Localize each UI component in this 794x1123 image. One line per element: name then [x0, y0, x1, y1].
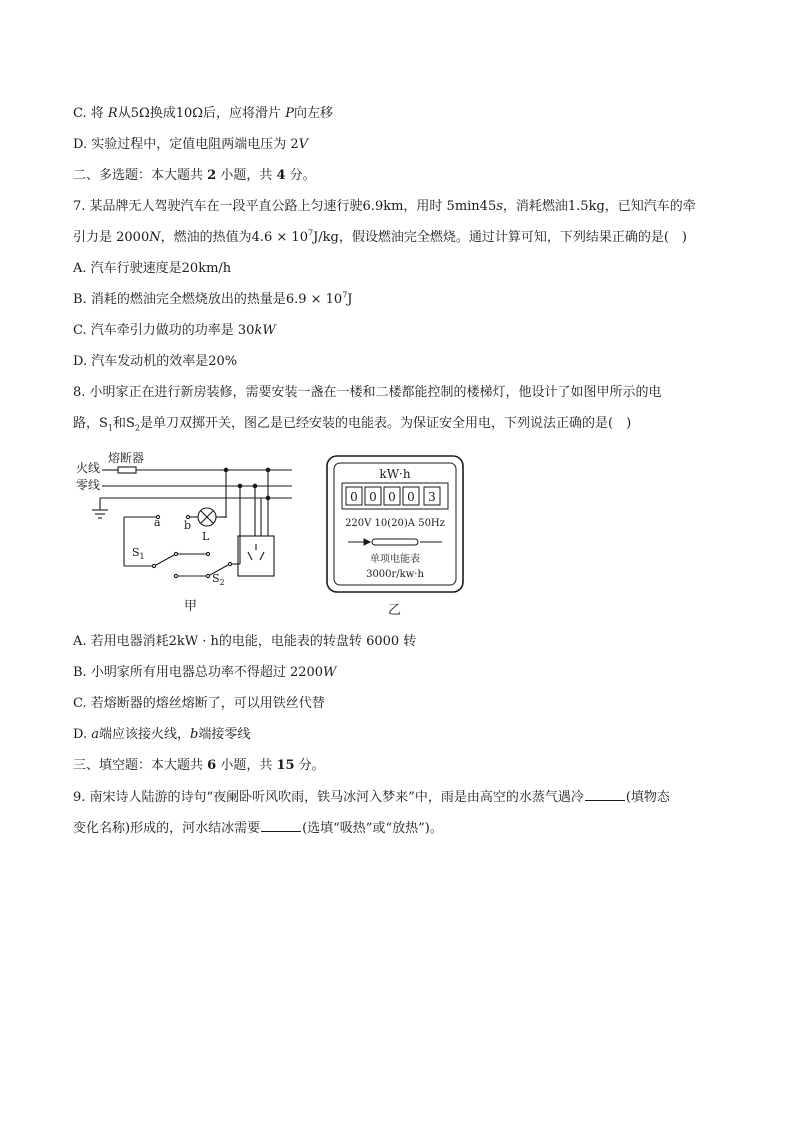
- neutral-wire-label: 零线: [76, 478, 101, 492]
- meter-digit-4: 0: [407, 490, 415, 504]
- meter-disc-icon: [372, 539, 418, 545]
- answer-blank-2[interactable]: [261, 819, 301, 832]
- section-2-heading: 二、多选题：本大题共 2 小题，共 4 分。: [73, 168, 316, 183]
- energy-meter-yi: [324, 454, 469, 619]
- option-c-previous: C. 将 R从5Ω换成10Ω后，应将滑片 P向左移: [73, 106, 333, 121]
- question-7-line-2: 引力是 2000N，燃油的热值为$4.6 \times 10^7J/kg$，假设燃油完全燃烧。通过计算可知，下列结果正确的是( ): [73, 228, 687, 245]
- question-7-option-d: D. 汽车发动机的效率是20%: [73, 354, 238, 369]
- meter-digit-2: 0: [369, 490, 377, 504]
- question-8-option-b: B. 小明家所有用电器总功率不得超过 2200W: [73, 665, 337, 680]
- answer-blank-1[interactable]: [585, 788, 625, 801]
- question-7-option-c: C. 汽车牵引力做功的功率是 30kW: [73, 323, 276, 338]
- live-wire-label: 火线: [76, 461, 101, 475]
- switch-s2-label: $S_2$: [212, 572, 225, 587]
- switch-s1-label: $S_1$: [132, 546, 145, 561]
- fuse-icon: [118, 467, 136, 473]
- question-9-line-1: 9. 南宋诗人陆游的诗句“夜阑卧听风吹雨，铁马冰河入梦来”中，雨是由高空的水蒸气遇冷 (填物态: [73, 790, 670, 805]
- question-8-option-d: D. a端应该接火线，b端接零线: [73, 727, 251, 742]
- circuit-diagram-jia: [70, 448, 310, 618]
- question-8-line-2: 路，$S_1$和$S_2$是单刀双掷开关，图乙是已经安装的电能表。为保证安全用电，下列说法正确的是( ): [73, 416, 632, 433]
- meter-unit: kW·h: [379, 467, 411, 481]
- meter-rate: 3000r/kw·h: [366, 569, 424, 580]
- question-7-line-1: 7. 某品牌无人驾驶汽车在一段平直公路上匀速行驶6.9km，用时 5min45s，消耗燃油1.5kg，已知汽车的牵: [73, 199, 696, 214]
- question-8-option-a: A. 若用电器消耗2kW · h的电能，电能表的转盘转 6000 转: [73, 634, 417, 649]
- question-7-option-a: A. 汽车行驶速度是20km/h: [73, 261, 232, 276]
- meter-spec: 220V 10(20)A 50Hz: [345, 518, 445, 529]
- lamp-label: L: [202, 530, 210, 543]
- question-8-option-c: C. 若熔断器的熔丝熔断了，可以用铁丝代替: [73, 696, 325, 711]
- fuse-label: 熔断器: [108, 451, 145, 465]
- question-8-line-1: 8. 小明家正在进行新房装修，需要安装一盏在一楼和二楼都能控制的楼梯灯，他设计了如图甲所示的电: [73, 385, 662, 400]
- question-7-option-b: B. 消耗的燃油完全燃烧放出的热量是$6.9 \times 10^7J$: [73, 290, 353, 307]
- section-3-heading: 三、填空题：本大题共 6 小题，共 15 分。: [73, 758, 325, 773]
- figure-yi-caption: 乙: [388, 603, 402, 618]
- terminal-a-label: a: [154, 516, 161, 529]
- meter-digit-5: 3: [428, 490, 436, 504]
- terminal-b-label: b: [184, 519, 192, 532]
- meter-digit-1: 0: [350, 490, 358, 504]
- socket-icon: [238, 536, 274, 576]
- figure-jia-caption: 甲: [184, 599, 198, 614]
- option-d-previous: D. 实验过程中，定值电阻两端电压为 2V: [73, 137, 309, 152]
- question-9-line-2: 变化名称)形成的，河水结冰需要 (选填“吸热”或“放热”)。: [73, 821, 443, 836]
- meter-name: 单项电能表: [370, 554, 420, 565]
- meter-digit-3: 0: [388, 490, 396, 504]
